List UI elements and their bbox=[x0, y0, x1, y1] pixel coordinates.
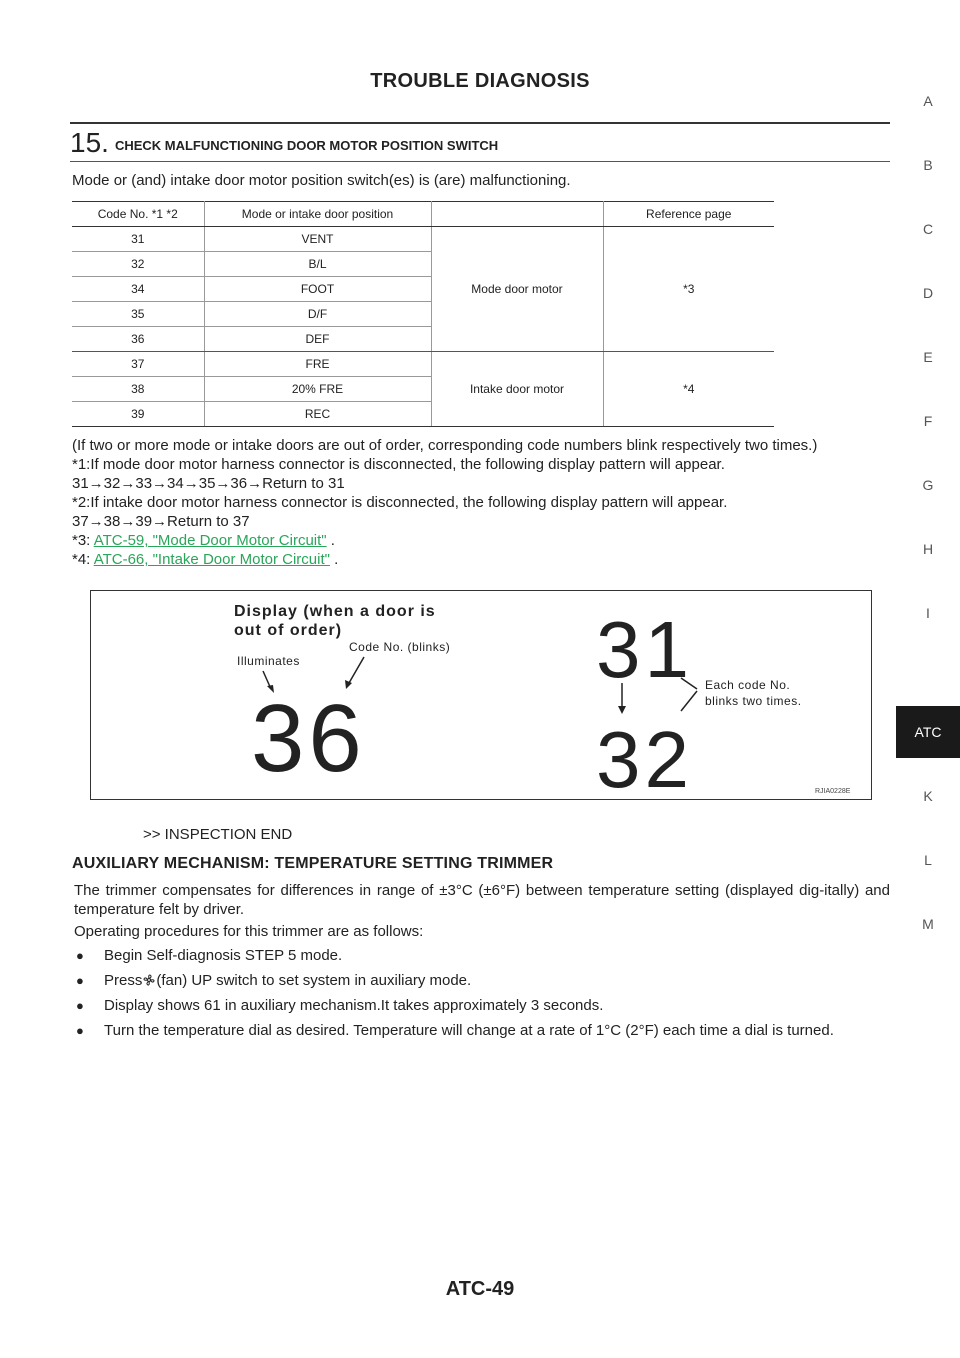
note-1: *1:If mode door motor harness connector is disconnected, the following display pattern will appear. bbox=[72, 456, 725, 473]
list-item-text: Press bbox=[104, 972, 143, 989]
note-2: *2:If intake door motor harness connector is disconnected, the following display pattern will appear. bbox=[72, 494, 728, 511]
list-item bbox=[74, 996, 890, 1015]
display-big-31: 31 bbox=[596, 605, 693, 694]
step-heading bbox=[70, 122, 890, 162]
side-tab-f[interactable]: F bbox=[923, 413, 933, 429]
ref-4-prefix: *4: bbox=[72, 551, 94, 568]
side-tab-h[interactable]: H bbox=[922, 541, 934, 557]
ref-3-period: . bbox=[326, 532, 335, 549]
figure-title-line-1: Display (when a door is bbox=[234, 603, 436, 620]
cell-code: 36 bbox=[72, 327, 204, 352]
list-item-text: Turn the temperature dial as desired. Temperature will change at a rate of 1°C (2°F) each time a dial is turned. bbox=[104, 1022, 834, 1039]
side-tab-m[interactable]: M bbox=[922, 916, 934, 932]
side-tab-b[interactable]: B bbox=[923, 157, 933, 173]
label-code-blinks: Code No. (blinks) bbox=[349, 640, 451, 654]
label-illuminates: Illuminates bbox=[237, 654, 300, 668]
cell-position: FRE bbox=[204, 352, 431, 377]
table-header-row bbox=[72, 202, 774, 227]
bullet-icon: ● bbox=[76, 998, 84, 1013]
step-title: CHECK MALFUNCTIONING DOOR MOTOR POSITION SWITCH bbox=[114, 138, 499, 153]
ref-4-period: . bbox=[329, 551, 339, 568]
list-item bbox=[74, 946, 890, 965]
trimmer-description: The trimmer compensates for differences in range of ±3°C (±6°F) between temperature setting (displayed dig-itally) and temperature felt by driver. bbox=[74, 882, 890, 918]
th-code: Code No. *1 *2 bbox=[72, 202, 204, 227]
cell-code: 38 bbox=[72, 377, 204, 402]
page-number: ATC-49 bbox=[445, 1278, 515, 1300]
fan-icon bbox=[142, 973, 156, 987]
side-tab-c[interactable]: C bbox=[922, 221, 934, 237]
side-tab-d[interactable]: D bbox=[922, 285, 934, 301]
procedures-intro: Operating procedures for this trimmer are as follows: bbox=[74, 923, 424, 940]
table-row bbox=[72, 352, 774, 377]
side-tab-i[interactable]: I bbox=[926, 605, 930, 621]
side-tab-k[interactable]: K bbox=[923, 788, 933, 804]
page-title: TROUBLE DIAGNOSIS bbox=[370, 70, 590, 92]
link-intake-door-motor-circuit[interactable]: ATC-66, "Intake Door Motor Circuit" bbox=[93, 551, 330, 568]
blink-note: (If two or more mode or intake doors are out of order, corresponding code numbers blink respectively two times.) bbox=[72, 437, 818, 454]
inspection-end: >> INSPECTION END bbox=[143, 826, 293, 843]
bullet-icon: ● bbox=[76, 973, 84, 988]
cell-position: REC bbox=[204, 402, 431, 427]
list-item-text: Begin Self-diagnosis STEP 5 mode. bbox=[104, 947, 343, 964]
table-row bbox=[72, 227, 774, 252]
cell-position: VENT bbox=[204, 227, 431, 252]
notes-block bbox=[72, 436, 890, 569]
display-figure-svg bbox=[91, 591, 870, 798]
cell-position: B/L bbox=[204, 252, 431, 277]
cell-code: 34 bbox=[72, 277, 204, 302]
procedure-list bbox=[74, 946, 890, 1046]
side-tab-g[interactable]: G bbox=[922, 477, 934, 493]
ref-4-line bbox=[72, 550, 890, 569]
note-1-sequence: 31→32→33→34→35→36→Return to 31 bbox=[72, 475, 345, 492]
cell-ref-4: *4 bbox=[603, 352, 774, 427]
label-each-line-2: blinks two times. bbox=[705, 694, 802, 708]
cell-code: 37 bbox=[72, 352, 204, 377]
side-tab-e[interactable]: E bbox=[923, 349, 933, 365]
cell-code: 39 bbox=[72, 402, 204, 427]
figure-title-line-2: out of order) bbox=[234, 622, 343, 639]
side-tab-atc-active[interactable]: ATC bbox=[896, 706, 960, 758]
cell-mode-door-motor: Mode door motor bbox=[431, 227, 603, 352]
cell-intake-door-motor: Intake door motor bbox=[431, 352, 603, 427]
display-figure bbox=[90, 590, 872, 800]
th-door bbox=[431, 202, 603, 227]
bracket-lower bbox=[681, 691, 697, 711]
bullet-icon: ● bbox=[76, 948, 84, 963]
note-2-sequence: 37→38→39→Return to 37 bbox=[72, 513, 250, 530]
cell-ref-3: *3 bbox=[603, 227, 774, 352]
side-tab-a[interactable]: A bbox=[923, 93, 933, 109]
cell-position: 20% FRE bbox=[204, 377, 431, 402]
cell-code: 35 bbox=[72, 302, 204, 327]
label-each-line-1: Each code No. bbox=[705, 678, 791, 692]
ref-3-line bbox=[72, 531, 890, 550]
ref-3-prefix: *3: bbox=[72, 532, 94, 549]
display-big-36: 36 bbox=[251, 685, 366, 792]
cell-code: 32 bbox=[72, 252, 204, 277]
arrowhead-down bbox=[618, 706, 626, 714]
cell-position: FOOT bbox=[204, 277, 431, 302]
list-item bbox=[74, 971, 890, 990]
step-number: 15. bbox=[70, 126, 109, 158]
arrow-code bbox=[349, 657, 364, 683]
figure-id: RJIA0228E bbox=[815, 788, 851, 795]
display-big-32: 32 bbox=[596, 715, 693, 798]
cell-position: DEF bbox=[204, 327, 431, 352]
code-table bbox=[72, 201, 774, 427]
th-position: Mode or intake door position bbox=[204, 202, 431, 227]
bullet-icon: ● bbox=[76, 1023, 84, 1038]
list-item-text-rest: (fan) UP switch to set system in auxiliary mode. bbox=[156, 972, 472, 989]
intro-text: Mode or (and) intake door motor position switch(es) is (are) malfunctioning. bbox=[72, 172, 571, 189]
th-reference: Reference page bbox=[603, 202, 774, 227]
list-item bbox=[74, 1021, 890, 1040]
link-mode-door-motor-circuit[interactable]: ATC-59, "Mode Door Motor Circuit" bbox=[93, 532, 327, 549]
section-heading: AUXILIARY MECHANISM: TEMPERATURE SETTING TRIMMER bbox=[72, 855, 554, 872]
list-item-text: Display shows 61 in auxiliary mechanism.It takes approximately 3 seconds. bbox=[104, 997, 604, 1014]
cell-code: 31 bbox=[72, 227, 204, 252]
cell-position: D/F bbox=[204, 302, 431, 327]
side-tab-l[interactable]: L bbox=[924, 852, 932, 868]
